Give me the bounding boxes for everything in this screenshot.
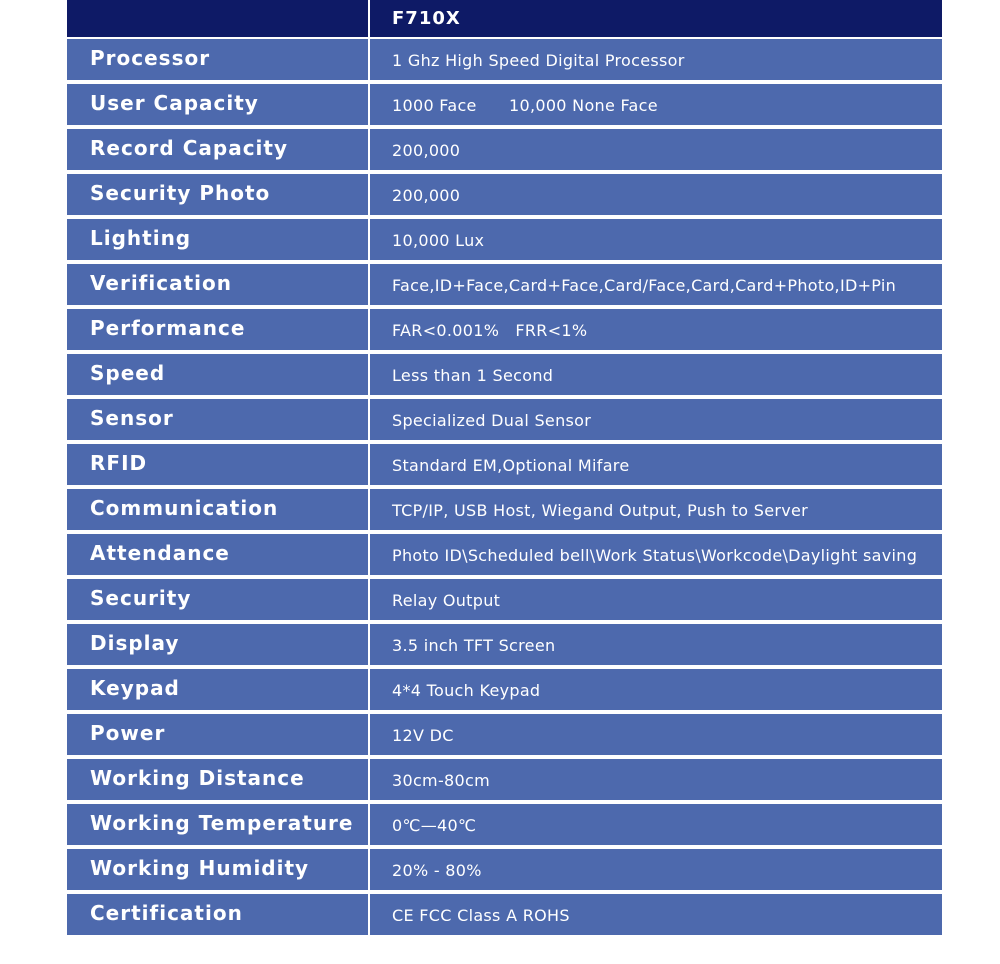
table-row	[67, 39, 942, 80]
spec-value: Relay Output	[370, 579, 942, 620]
table-row	[67, 129, 942, 170]
spec-label: Record Capacity	[67, 129, 368, 170]
spec-value: 1000 Face 10,000 None Face	[370, 84, 942, 125]
spec-rows	[67, 37, 942, 939]
table-row	[67, 849, 942, 890]
spec-label: Security Photo	[67, 174, 368, 215]
table-row	[67, 309, 942, 350]
spec-value: 1 Ghz High Speed Digital Processor	[370, 39, 942, 80]
spec-value: Standard EM,Optional Mifare	[370, 444, 942, 485]
spec-label: Working Humidity	[67, 849, 368, 890]
table-row	[67, 444, 942, 485]
table-row	[67, 489, 942, 530]
table-row	[67, 894, 942, 935]
spec-label: Security	[67, 579, 368, 620]
table-row	[67, 174, 942, 215]
spec-label: Keypad	[67, 669, 368, 710]
spec-value: TCP/IP, USB Host, Wiegand Output, Push to Server	[370, 489, 942, 530]
spec-value: 12V DC	[370, 714, 942, 755]
spec-label: Communication	[67, 489, 368, 530]
table-row	[67, 84, 942, 125]
spec-value: Face,ID+Face,Card+Face,Card/Face,Card,Card+Photo,ID+Pin	[370, 264, 942, 305]
spec-value: Less than 1 Second	[370, 354, 942, 395]
table-row	[67, 714, 942, 755]
spec-label: Lighting	[67, 219, 368, 260]
spec-label: Power	[67, 714, 368, 755]
spec-label: Certification	[67, 894, 368, 935]
spec-value: 200,000	[370, 174, 942, 215]
spec-value: Specialized Dual Sensor	[370, 399, 942, 440]
spec-value: 200,000	[370, 129, 942, 170]
table-row	[67, 669, 942, 710]
spec-label: Working Distance	[67, 759, 368, 800]
spec-label: Verification	[67, 264, 368, 305]
table-row	[67, 624, 942, 665]
table-header	[67, 0, 942, 37]
spec-value: 0℃—40℃	[370, 804, 942, 845]
spec-label: Performance	[67, 309, 368, 350]
table-row	[67, 804, 942, 845]
spec-label: Sensor	[67, 399, 368, 440]
spec-value: FAR<0.001% FRR<1%	[370, 309, 942, 350]
table-row	[67, 354, 942, 395]
spec-value: 4*4 Touch Keypad	[370, 669, 942, 710]
spec-label: Processor	[67, 39, 368, 80]
spec-value: CE FCC Class A ROHS	[370, 894, 942, 935]
spec-label: Speed	[67, 354, 368, 395]
spec-label: Working Temperature	[67, 804, 368, 845]
spec-value: 20% - 80%	[370, 849, 942, 890]
spec-label: RFID	[67, 444, 368, 485]
spec-table	[67, 0, 942, 964]
spec-label: Display	[67, 624, 368, 665]
table-row	[67, 399, 942, 440]
spec-value: 30cm-80cm	[370, 759, 942, 800]
table-row	[67, 264, 942, 305]
table-row	[67, 579, 942, 620]
table-row	[67, 219, 942, 260]
spec-value: Photo ID\Scheduled bell\Work Status\Workcode\Daylight saving	[370, 534, 942, 575]
header-blank-cell	[67, 0, 368, 37]
table-row	[67, 759, 942, 800]
model-title: F710X	[370, 0, 942, 37]
table-row	[67, 534, 942, 575]
spec-label: Attendance	[67, 534, 368, 575]
spec-value: 3.5 inch TFT Screen	[370, 624, 942, 665]
spec-label: User Capacity	[67, 84, 368, 125]
spec-value: 10,000 Lux	[370, 219, 942, 260]
